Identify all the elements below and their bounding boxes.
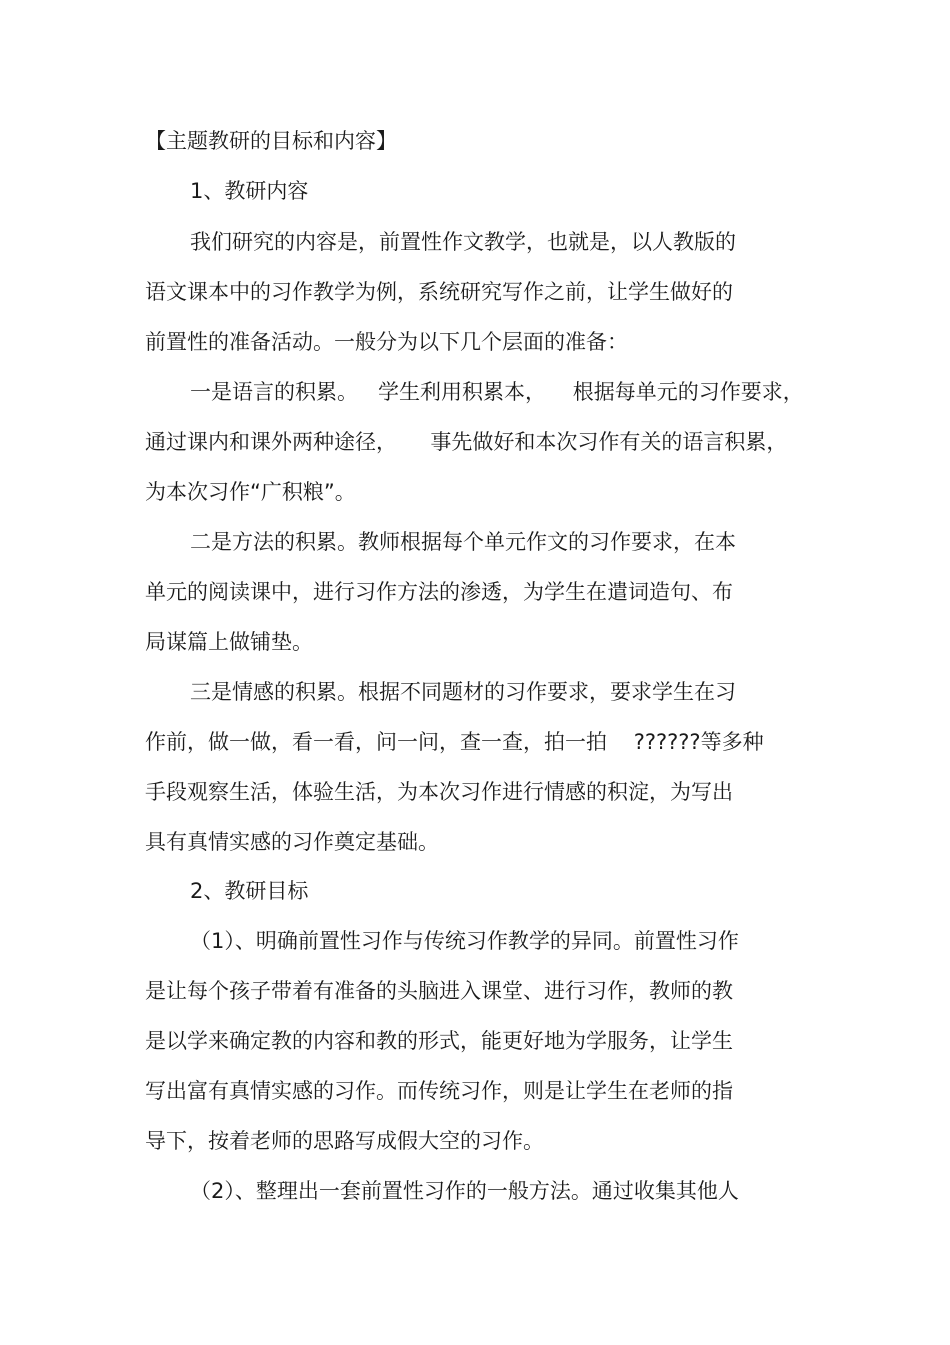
- paragraph-line: 为本次习作“广积粮”。: [145, 480, 356, 504]
- paragraph-line: 三是情感的积累。根据不同题材的习作要求，要求学生在习: [190, 680, 736, 704]
- paragraph-line: 通过课内和课外两种途径， 事先做好和本次习作有关的语言积累，: [145, 430, 788, 454]
- paragraph-line: 一是语言的积累。 学生利用积累本， 根据每单元的习作要求，: [190, 380, 804, 404]
- paragraph-line: 前置性的准备活动。一般分为以下几个层面的准备：: [145, 330, 628, 354]
- subheading-content: 1、教研内容: [190, 179, 309, 203]
- subheading-goals: 2、教研目标: [190, 879, 309, 903]
- paragraph-line: 作前，做一做，看一看，问一问，查一查，拍一拍 ??????等多种: [145, 730, 764, 754]
- paragraph-line: 二是方法的积累。教师根据每个单元作文的习作要求，在本: [190, 530, 736, 554]
- paragraph-line: 语文课本中的习作教学为例，系统研究写作之前，让学生做好的: [145, 280, 733, 304]
- paragraph-line: 单元的阅读课中，进行习作方法的渗透，为学生在遣词造句、布: [145, 580, 733, 604]
- paragraph-line: 写出富有真情实感的习作。而传统习作，则是让学生在老师的指: [145, 1079, 733, 1103]
- paragraph-line: 是以学来确定教的内容和教的形式，能更好地为学服务，让学生: [145, 1029, 733, 1053]
- paragraph-line: （2）、整理出一套前置性习作的一般方法。通过收集其他人: [190, 1179, 739, 1203]
- paragraph-line: 局谋篇上做铺垫。: [145, 630, 313, 654]
- paragraph-line: 我们研究的内容是，前置性作文教学，也就是，以人教版的: [190, 230, 736, 254]
- section-heading: 【主题教研的目标和内容】: [145, 129, 397, 153]
- paragraph-line: 具有真情实感的习作奠定基础。: [145, 830, 439, 854]
- paragraph-line: 导下，按着老师的思路写成假大空的习作。: [145, 1129, 544, 1153]
- paragraph-line: 手段观察生活，体验生活，为本次习作进行情感的积淀，为写出: [145, 780, 733, 804]
- paragraph-line: （1）、明确前置性习作与传统习作教学的异同。前置性习作: [190, 929, 739, 953]
- paragraph-line: 是让每个孩子带着有准备的头脑进入课堂、进行习作，教师的教: [145, 979, 733, 1003]
